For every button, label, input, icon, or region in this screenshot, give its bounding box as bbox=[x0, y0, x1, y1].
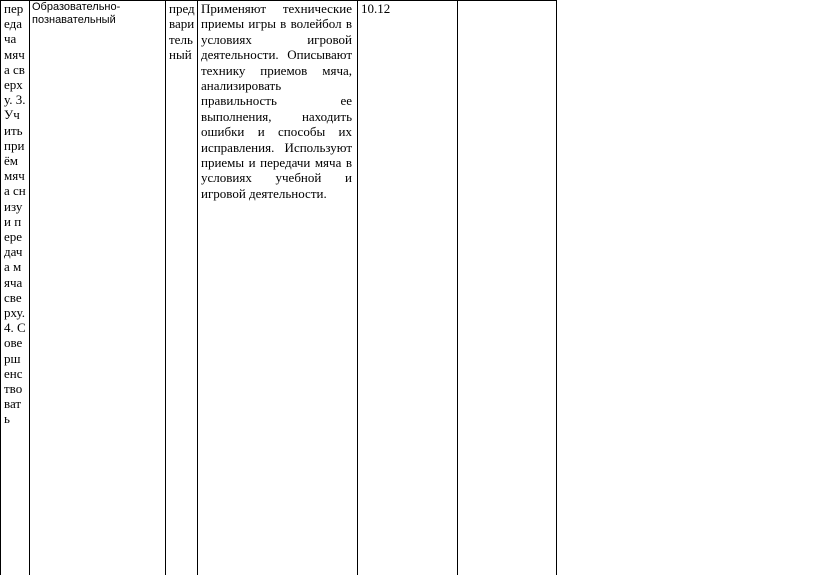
table-divider-2 bbox=[165, 0, 166, 575]
control-type-cell: предварительный bbox=[169, 1, 195, 62]
date-cell: 10.12 bbox=[361, 1, 391, 16]
activity-description-cell: Применяют технические приемы игры в волейбол в условиях игровой деятельности. Описывают технику приемов мяча, анализировать правильность ее выполнения, находить ошибки и способы их исправления. Используют приемы и передачи мяча в условиях учебной и игровой деятельности. bbox=[201, 1, 352, 201]
table-border-left bbox=[0, 0, 1, 575]
table-divider-1 bbox=[29, 0, 30, 575]
table-divider-5 bbox=[457, 0, 458, 575]
topic-cell: передача мяча сверху. 3. Учить приём мяча снизу и передача мяча сверху. 4. Совершенствовать bbox=[4, 1, 26, 427]
table-divider-3 bbox=[197, 0, 198, 575]
table-border-right bbox=[556, 0, 557, 575]
table-divider-4 bbox=[357, 0, 358, 575]
lesson-type-cell: Образовательно-познавательный bbox=[32, 1, 121, 26]
